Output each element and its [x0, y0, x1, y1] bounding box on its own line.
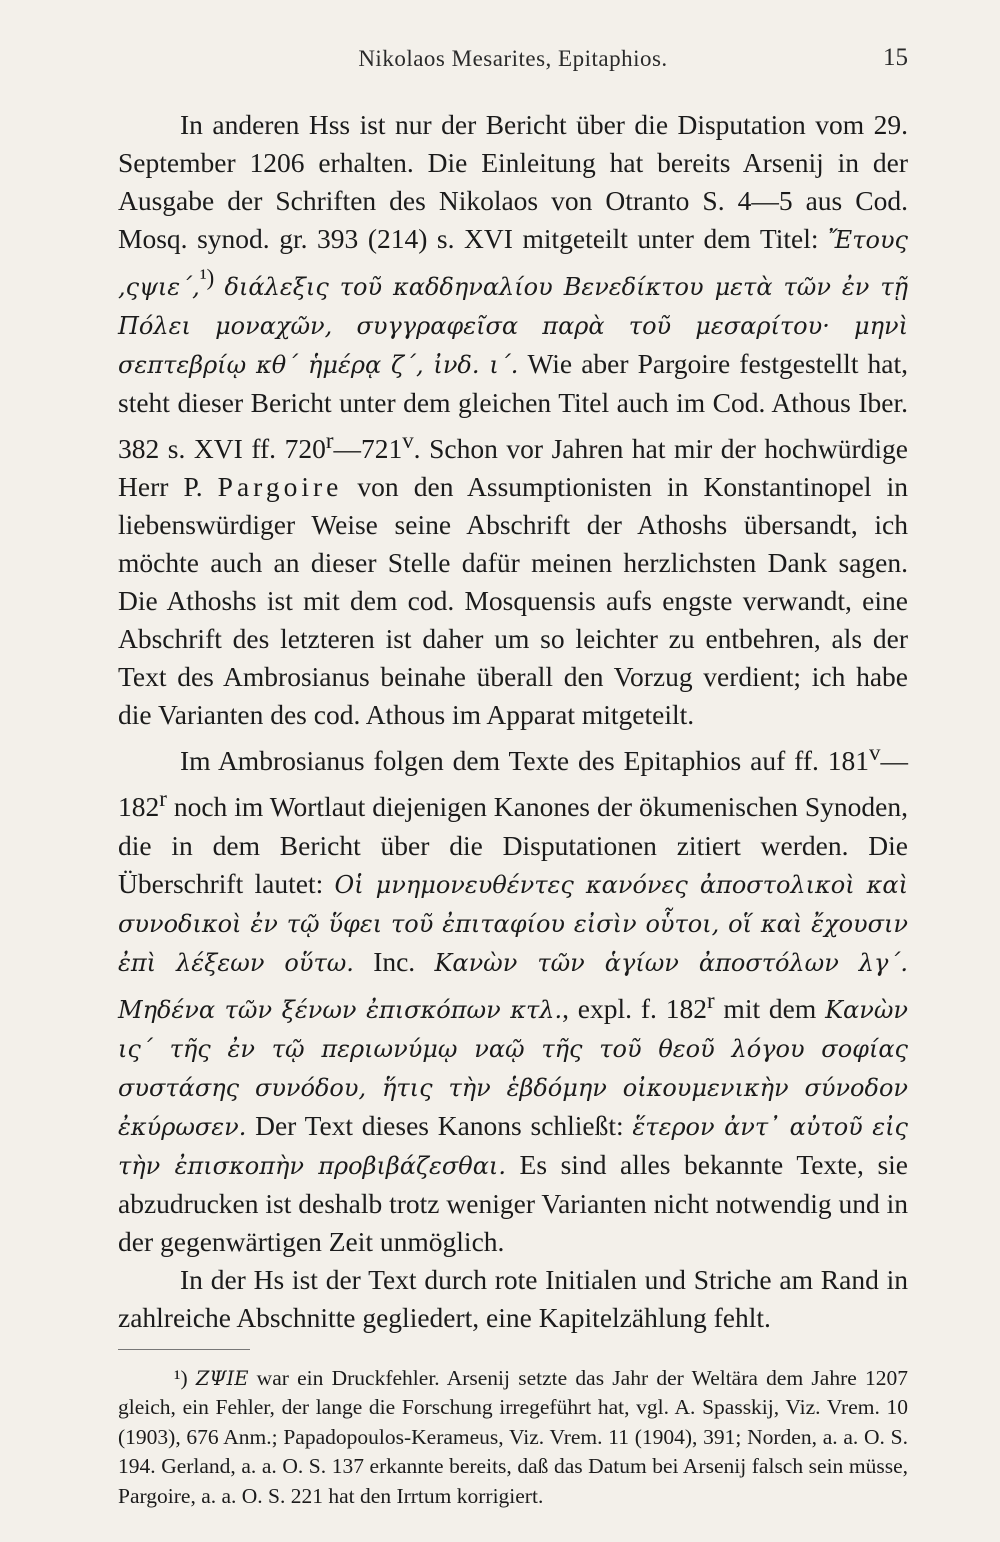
- p1-sup-2: v: [402, 428, 414, 454]
- p1-greek-date: Ἔτους ,ςψιε΄,: [118, 226, 908, 302]
- p1-text-1: In anderen Hss ist nur der Bericht über die Disputation vom 29. September 1206 erhalten. Die Einleitung hat bereits Arsenij in der Ausgabe der Schriften des Nikolaos von Otranto S. 4—5 aus Cod. Mosq. synod. gr. 393 (214) s. XVI mitgeteilt unter dem Titel:: [118, 109, 908, 254]
- p1-text-2: Wie aber Pargoire festgestellt hat, steht dieser Bericht unter dem gleichen Titel auch im Cod. Athous Iber. 382 s. XVI ff. 720: [118, 348, 908, 465]
- p2-text-8: Es sind alles bekannte Texte, sie abzudrucken ist deshalb trotz weniger Varianten nicht notwendig und in der gegenwärtigen Zeit unmöglich.: [118, 1148, 908, 1257]
- p1-text-4: . Schon vor Jahren hat mir der hochwürdige Herr P.: [118, 433, 908, 503]
- paragraph-3: In der Hs ist der Text durch rote Initialen und Striche am Rand in zahlreiche Abschnitte gegliedert, eine Kapitelzählung fehlt.: [118, 1263, 908, 1333]
- footnote-mark: ¹): [174, 1365, 188, 1390]
- p2-greek-heading: Οἱ μνημονευθέντες κανόνες ἀποστολικοὶ καὶ συνοδικοὶ ἐν τῷ ὕφει τοῦ ἐπιταφίου εἰσὶν οὗτοι, οἵ καὶ ἔχουσιν ἐπὶ λέξεων οὕτω.: [118, 870, 909, 977]
- p2-sup-3: r: [706, 987, 715, 1013]
- footnote-greek-date: ΖΨΙΕ: [195, 1366, 249, 1390]
- book-page: [118, 42, 908, 1511]
- p1-text-5: von den Assumptionisten in Konstantinopel in liebenswürdiger Weise seine Abschrift der Athoshs übersandt, ich möchte auch an dieser Stelle dafür meinen herzlichsten Dank sagen. Die Athoshs ist mit dem cod. Mosquensis aufs engste verwandt, eine Abschrift des letzteren ist daher um so leichter zu entbehren, als der Text des Ambrosianus beinahe überall den Vorzug verdient; ich habe die Varianten des cod. Athous im Apparat mitgeteilt.: [118, 471, 908, 731]
- p2-greek-incipit: Κανὼν τῶν ἁγίων ἀποστόλων λγ΄. Μηδένα τῶν ξένων ἐπισκόπων κτλ.: [118, 948, 908, 1024]
- footnote-text: war ein Druckfehler. Arsenij setzte das Jahr der Weltära dem Jahre 1207 gleich, ein Fehler, der lange die Forschung irregeführt hat, vgl. A. Spasskij, Viz. Vrem. 10 (1903), 676 Anm.; Papadopoulos-Kerameus, Viz. Vrem. 11 (1904), 391; Norden, a. a. O. S. 194. Gerland, a. a. O. S. 137 erkannte bereits, daß das Datum bei Arsenij falsch sein müsse, Pargoire, a. a. O. S. 221 hat den Irrtum korrigiert.: [118, 1365, 908, 1508]
- p2-greek-explicit: ἕτερον ἀντ᾽ αὐτοῦ εἰς τὴν ἐπισκοπὴν προβιβάζεσθαι.: [118, 1112, 908, 1180]
- running-head: [118, 42, 908, 82]
- p2-greek-canon: Κανὼν ις΄ τῆς ἐν τῷ περιωνύμῳ ναῷ τῆς τοῦ θεοῦ λόγου σοφίας συστάσης συνόδου, ἥτις τὴν ἑβδόμην οἰκουμενικὴν σύνοδον ἐκύρωσεν.: [118, 995, 908, 1141]
- p1-text-3: —721: [333, 433, 403, 465]
- main-text: [118, 106, 908, 1337]
- footnote: [118, 1364, 908, 1512]
- p2-text-7: Der Text dieses Kanons schließt:: [246, 1109, 633, 1141]
- p2-text-4: Inc.: [353, 945, 435, 977]
- page-number: 15: [883, 44, 908, 71]
- paragraph-1: [118, 106, 908, 734]
- paragraph-2: [118, 734, 908, 1260]
- p1-greek-title: διάλεξις τοῦ καδδηναλίου Βενεδίκτου μετὰ τῶν ἐν τῇ Πόλει μοναχῶν, συγγραφεῖσα παρὰ τοῦ μεσαρίτου· μηνὶ σεπτεβρίῳ κθ΄ ἡμέρᾳ ζ΄, ἰνδ. ι΄.: [118, 273, 909, 380]
- p1-spaced-name: Pargoire: [217, 471, 343, 503]
- p2-text-3: noch im Wortlaut diejenigen Kanones der ökumenischen Synoden, die in dem Bericht über die Disputationen zitiert werden. Die Überschrift lautet:: [118, 791, 908, 899]
- running-title: Nikolaos Mesarites, Epitaphios.: [358, 46, 668, 71]
- p2-text-1: Im Ambrosianus folgen dem Texte des Epitaphios auf ff. 181: [180, 745, 870, 777]
- p2-text-2: —182: [118, 745, 908, 823]
- p2-text-5: , expl. f. 182: [562, 992, 707, 1024]
- p2-sup-2: r: [159, 786, 167, 812]
- p2-text-6: mit dem: [714, 992, 826, 1024]
- p1-sup-1: r: [325, 428, 334, 454]
- footnote-divider: [118, 1349, 250, 1350]
- p2-sup-1: v: [869, 740, 881, 766]
- footnote-reference: ¹): [199, 265, 215, 290]
